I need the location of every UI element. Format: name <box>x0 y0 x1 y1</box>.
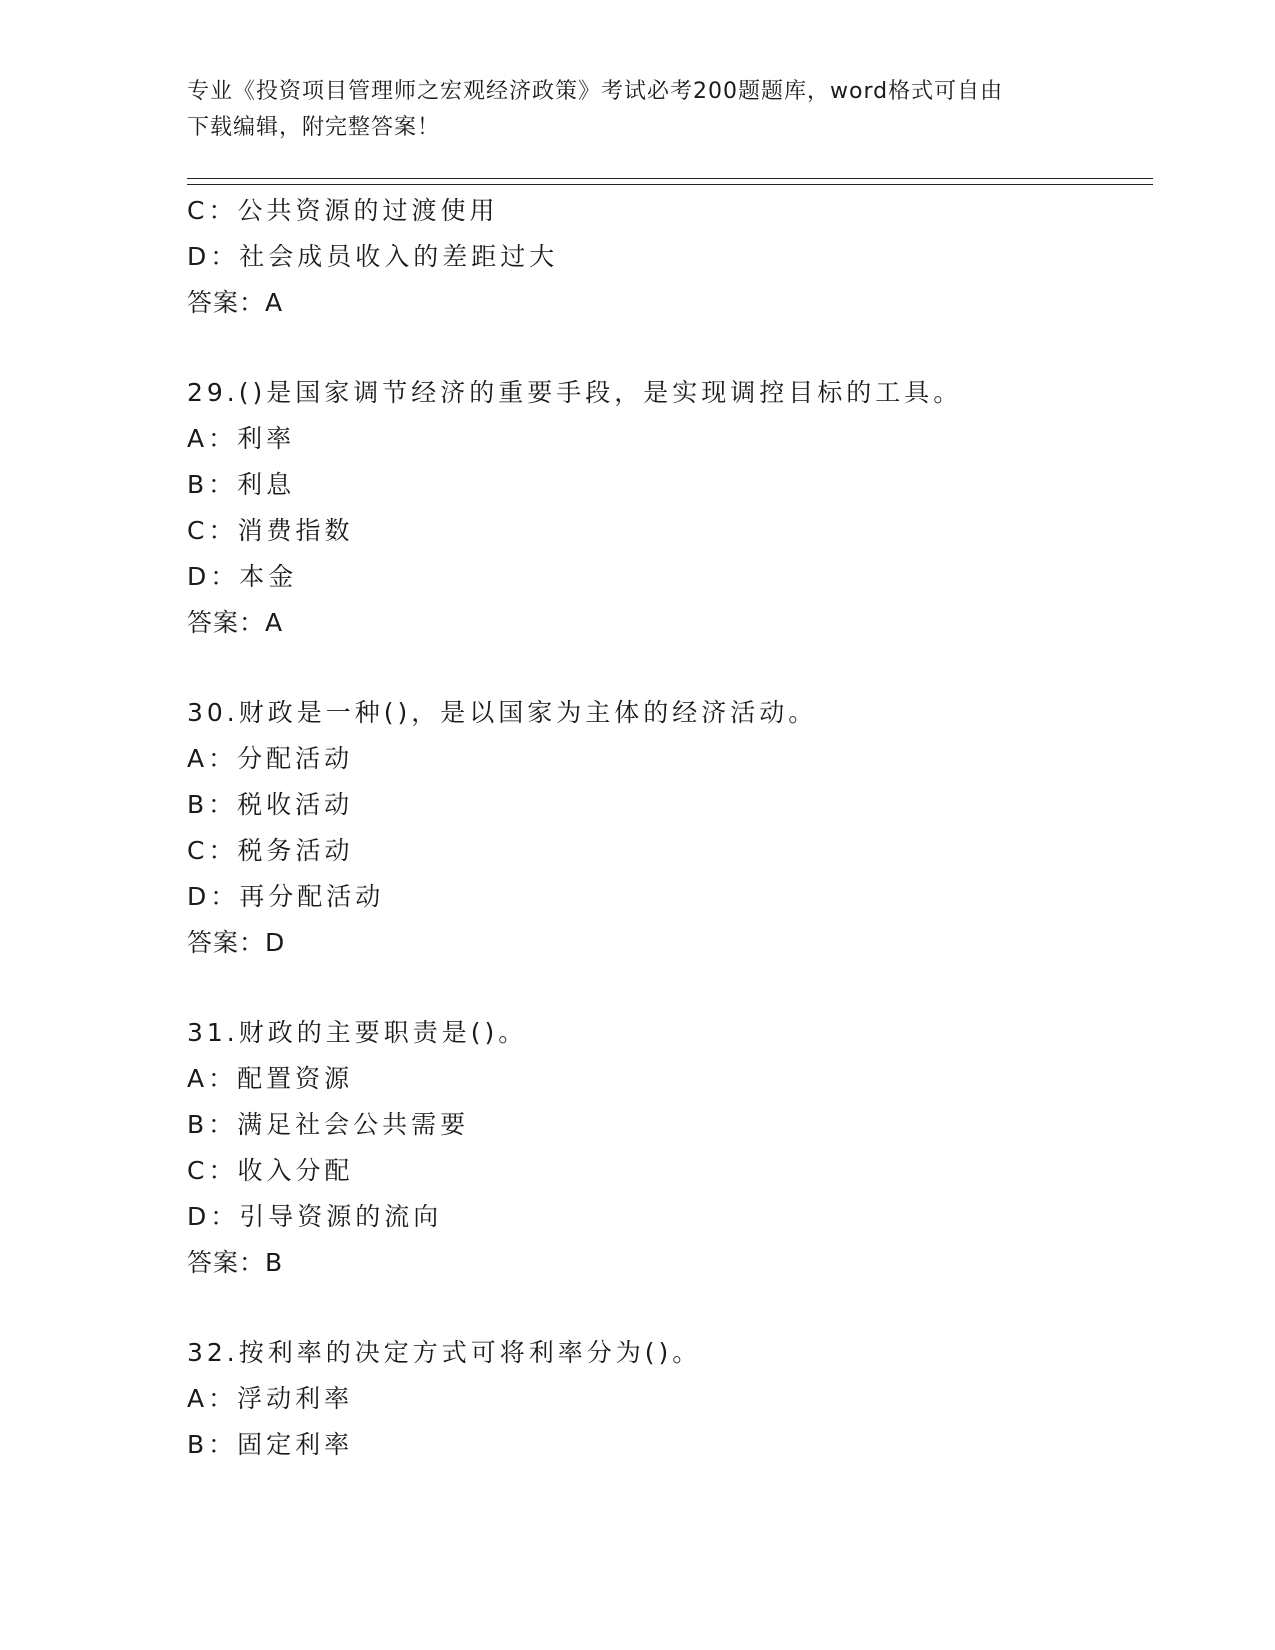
question-stem: 31.财政的主要职责是()。 <box>187 1018 528 1047</box>
option-d: D：本金 <box>187 562 298 591</box>
option-b: B：税收活动 <box>187 790 354 819</box>
header-divider <box>187 178 1153 185</box>
option-a: A：浮动利率 <box>187 1384 354 1413</box>
question-block-31 <box>187 1010 1153 1286</box>
header-line-1: 专业《投资项目管理师之宏观经济政策》考试必考200题题库，word格式可自由 <box>187 79 1004 104</box>
option-b: B：固定利率 <box>187 1430 354 1459</box>
option-b: B：利息 <box>187 470 296 499</box>
option-d: D：社会成员收入的差距过大 <box>187 242 559 271</box>
document-header <box>187 74 1087 146</box>
option-c: C：收入分配 <box>187 1156 354 1185</box>
option-d: D：再分配活动 <box>187 882 385 911</box>
question-stem: 32.按利率的决定方式可将利率分为()。 <box>187 1338 702 1367</box>
question-stem: 29.()是国家调节经济的重要手段，是实现调控目标的工具。 <box>187 378 963 407</box>
question-list <box>187 188 1153 1512</box>
question-block-28-tail <box>187 188 1153 326</box>
option-c: C：公共资源的过渡使用 <box>187 196 499 225</box>
answer-line: 答案：D <box>187 928 286 957</box>
question-block-29 <box>187 370 1153 646</box>
header-line-2: 下载编辑，附完整答案！ <box>187 115 441 140</box>
question-block-32 <box>187 1330 1153 1468</box>
option-a: A：配置资源 <box>187 1064 354 1093</box>
question-block-30 <box>187 690 1153 966</box>
option-a: A：利率 <box>187 424 296 453</box>
answer-line: 答案：A <box>187 288 284 317</box>
option-a: A：分配活动 <box>187 744 354 773</box>
option-c: C：消费指数 <box>187 516 354 545</box>
option-d: D：引导资源的流向 <box>187 1202 443 1231</box>
option-c: C：税务活动 <box>187 836 354 865</box>
answer-line: 答案：A <box>187 608 284 637</box>
answer-line: 答案：B <box>187 1248 284 1277</box>
option-b: B：满足社会公共需要 <box>187 1110 470 1139</box>
question-stem: 30.财政是一种()，是以国家为主体的经济活动。 <box>187 698 818 727</box>
